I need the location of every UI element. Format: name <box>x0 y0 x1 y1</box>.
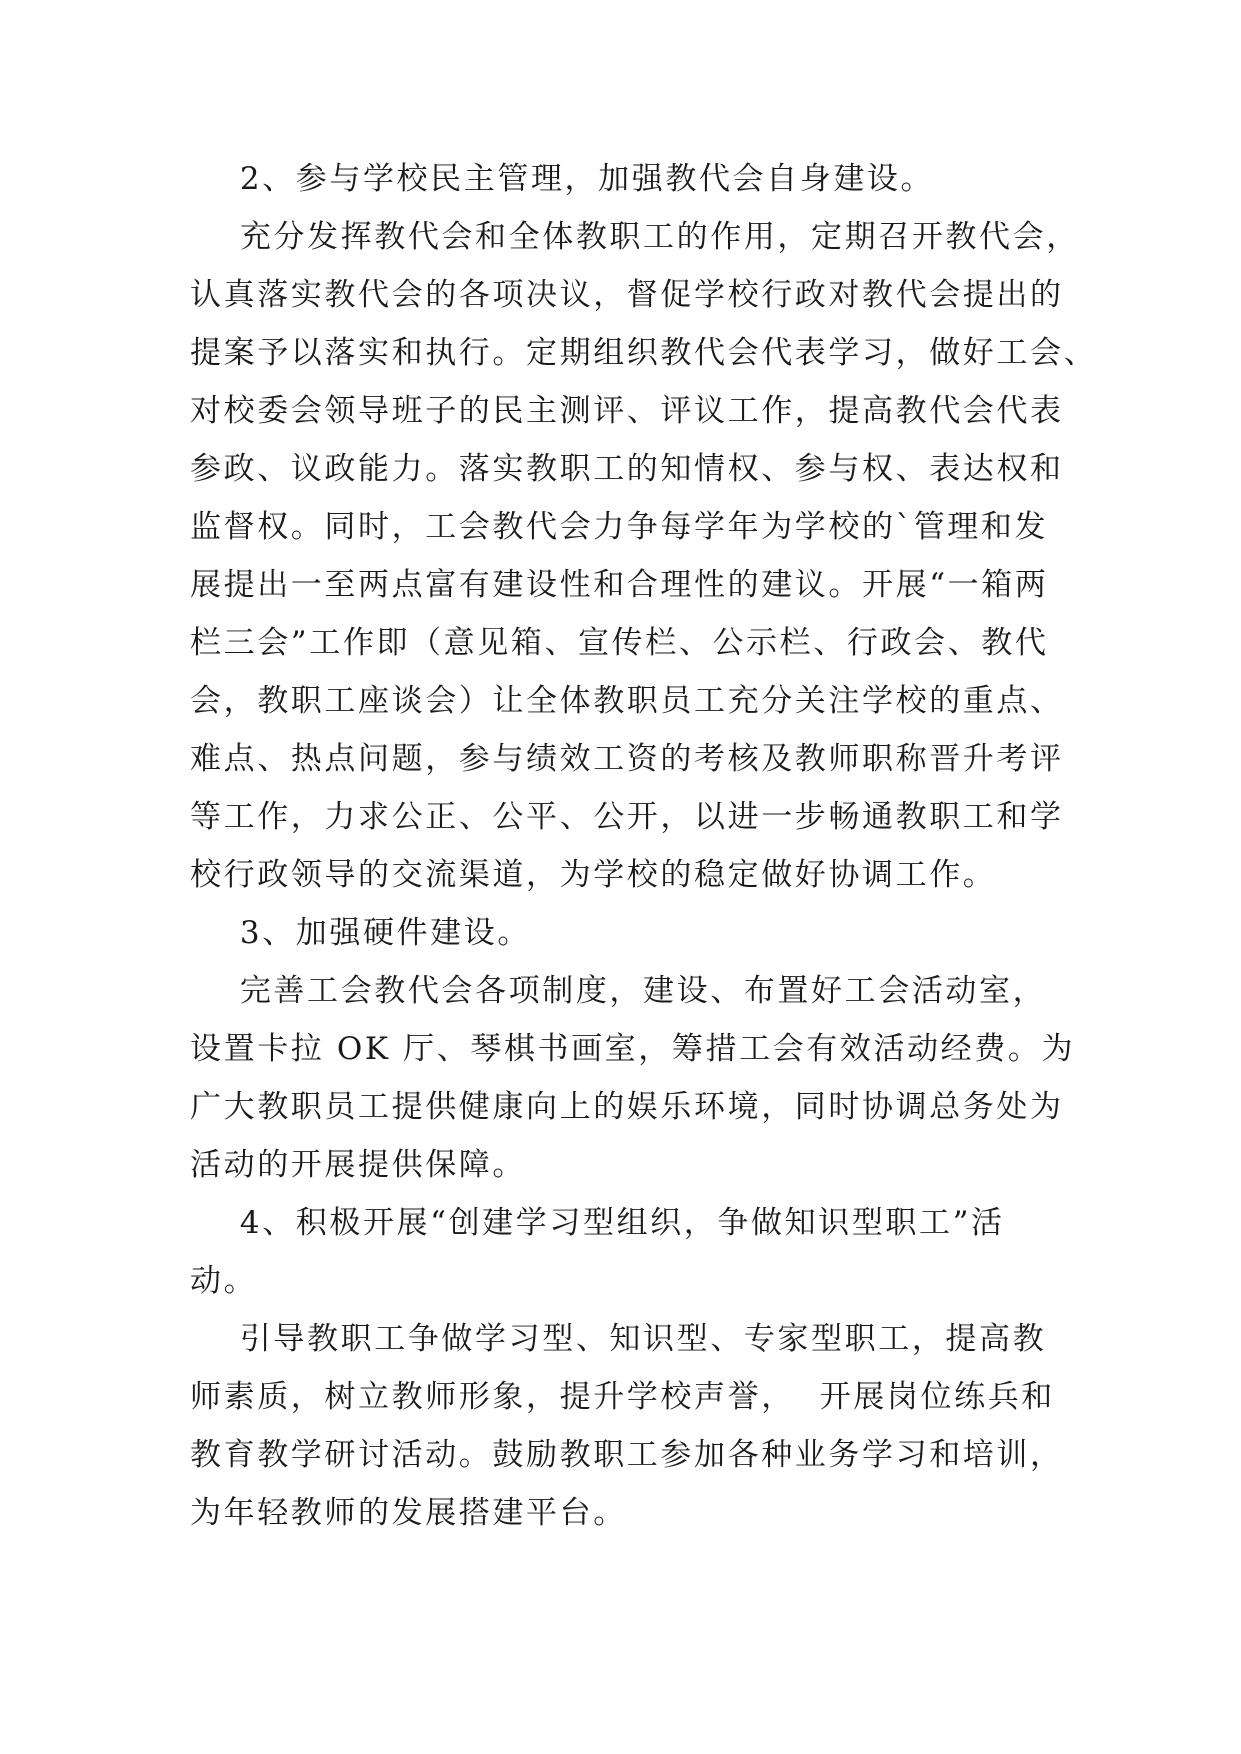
heading-3: 3、加强硬件建设。 <box>190 915 531 951</box>
heading-4: 4、积极开展“创建学习型组织，争做知识型职工”活 <box>190 1205 1005 1241</box>
paragraph-line: 师素质，树立教师形象，提升学校声誉， 开展岗位练兵和 <box>190 1379 1055 1415</box>
document-body <box>190 150 1098 1542</box>
paragraph-line: 监督权。同时，工会教代会力争每学年为学校的`管理和发 <box>190 509 1049 545</box>
paragraph-line: 展提出一至两点富有建设性和合理性的建议。开展“一箱两 <box>190 567 1049 603</box>
paragraph-line: 认真落实教代会的各项决议，督促学校行政对教代会提出的 <box>190 277 1064 313</box>
paragraph-line: 引导教职工争做学习型、知识型、专家型职工，提高教 <box>190 1321 1047 1357</box>
paragraph-line: 校行政领导的交流渠道，为学校的稳定做好协调工作。 <box>190 857 997 893</box>
paragraph-line: 会，教职工座谈会）让全体教职员工充分关注学校的重点、 <box>190 683 1064 719</box>
paragraph-line: 对校委会领导班子的民主测评、评议工作，提高教代会代表 <box>190 393 1064 429</box>
paragraph-line: 教育教学研讨活动。鼓励教职工参加各种业务学习和培训， <box>190 1437 1064 1473</box>
paragraph-line: 广大教职员工提供健康向上的娱乐环境，同时协调总务处为 <box>190 1089 1064 1125</box>
paragraph-line: 充分发挥教代会和全体教职工的作用，定期召开教代会， <box>190 219 1080 255</box>
paragraph-line: 等工作，力求公正、公平、公开，以进一步畅通教职工和学 <box>190 799 1064 835</box>
paragraph-line: 提案予以落实和执行。定期组织教代会代表学习，做好工会、 <box>190 335 1098 371</box>
paragraph-line: 活动的开展提供保障。 <box>190 1147 526 1183</box>
paragraph-line: 栏三会”工作即（意见箱、宣传栏、公示栏、行政会、教代 <box>190 625 1049 661</box>
paragraph-line: 为年轻教师的发展搭建平台。 <box>190 1495 627 1531</box>
heading-4-continued: 动。 <box>190 1263 258 1299</box>
paragraph-line: 参政、议政能力。落实教职工的知情权、参与权、表达权和 <box>190 451 1064 487</box>
paragraph-line: 难点、热点问题，参与绩效工资的考核及教师职称晋升考评 <box>190 741 1064 777</box>
paragraph-line: 完善工会教代会各项制度，建设、布置好工会活动室， <box>190 973 1047 1009</box>
paragraph-line: 设置卡拉 OK 厅、琴棋书画室，筹措工会有效活动经费。为 <box>190 1031 1076 1067</box>
heading-2: 2、参与学校民主管理，加强教代会自身建设。 <box>190 161 935 197</box>
